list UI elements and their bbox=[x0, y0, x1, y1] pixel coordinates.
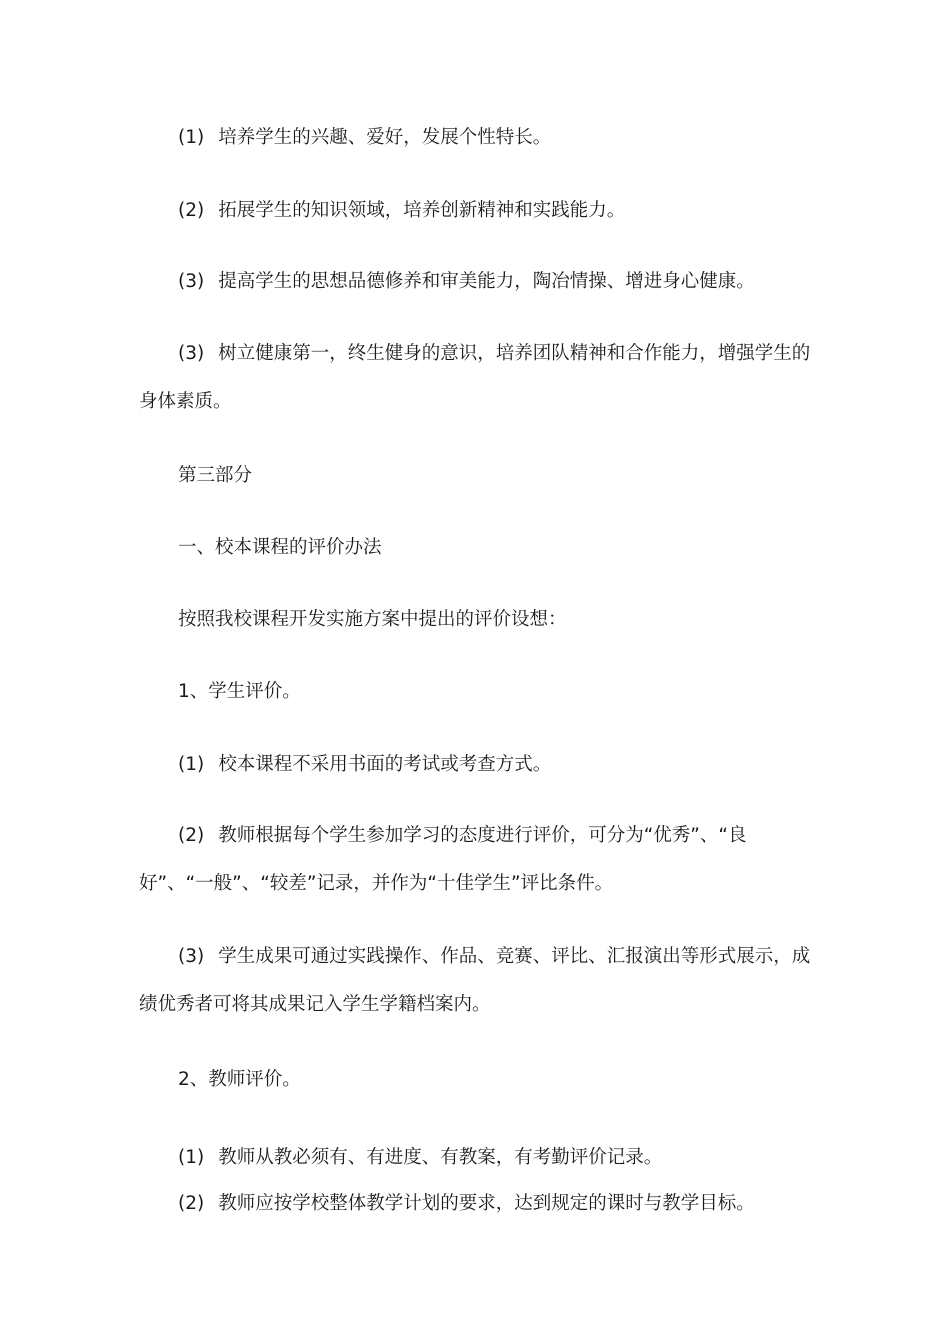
paragraph-teacher-eval-2 bbox=[139, 1180, 811, 1228]
item-number: (1) bbox=[178, 127, 205, 148]
paragraph-text: 教师从教必须有、有进度、有教案，有考勤评价记录。 bbox=[218, 1147, 663, 1168]
paragraph-text: 拓展学生的知识领域，培养创新精神和实践能力。 bbox=[218, 200, 626, 221]
subheading-student-evaluation bbox=[139, 668, 811, 716]
paragraph-text: 提高学生的思想品德修养和审美能力，陶冶情操、增进身心健康。 bbox=[218, 271, 755, 292]
item-number: (2) bbox=[178, 200, 205, 221]
paragraph-student-eval-1 bbox=[139, 741, 811, 789]
paragraph-text: 树立健康第一，终生健身的意识，培养团队精神和合作能力，增强学生的身体素质。 bbox=[139, 343, 811, 412]
paragraph-student-eval-3 bbox=[139, 933, 811, 1029]
heading-text: 第三部分 bbox=[178, 465, 253, 486]
paragraph-teacher-eval-1 bbox=[139, 1134, 811, 1182]
section-heading-evaluation bbox=[139, 524, 811, 572]
paragraph-text: 校本课程不采用书面的考试或考查方式。 bbox=[218, 754, 552, 775]
paragraph-goal-3 bbox=[139, 258, 811, 306]
heading-text: 一、校本课程的评价办法 bbox=[178, 537, 382, 558]
item-number: (3) bbox=[178, 343, 205, 364]
paragraph-text: 教师根据每个学生参加学习的态度进行评价，可分为“优秀”、“良好”、“一般”、“较差”记录，并作为“十佳学生”评比条件。 bbox=[139, 825, 747, 894]
item-number: (2) bbox=[178, 825, 205, 846]
item-number: (2) bbox=[178, 1193, 205, 1214]
item-number: (1) bbox=[178, 1147, 205, 1168]
heading-text: 2、教师评价。 bbox=[178, 1069, 301, 1090]
paragraph-goal-2 bbox=[139, 187, 811, 235]
paragraph-text: 学生成果可通过实践操作、作品、竞赛、评比、汇报演出等形式展示，成绩优秀者可将其成果记入学生学籍档案内。 bbox=[139, 946, 811, 1015]
paragraph-text: 培养学生的兴趣、爱好，发展个性特长。 bbox=[218, 127, 552, 148]
heading-text: 1、学生评价。 bbox=[178, 681, 301, 702]
paragraph-text: 教师应按学校整体教学计划的要求，达到规定的课时与教学目标。 bbox=[218, 1193, 755, 1214]
subheading-teacher-evaluation bbox=[139, 1056, 811, 1104]
paragraph-text: 按照我校课程开发实施方案中提出的评价设想： bbox=[178, 609, 567, 630]
item-number: (3) bbox=[178, 946, 205, 967]
item-number: (1) bbox=[178, 754, 205, 775]
paragraph-student-eval-2 bbox=[139, 812, 811, 908]
item-number: (3) bbox=[178, 271, 205, 292]
paragraph-goal-1 bbox=[139, 114, 811, 162]
paragraph-goal-4 bbox=[139, 330, 811, 426]
paragraph-evaluation-intro bbox=[139, 596, 811, 644]
section-heading-part-three bbox=[139, 452, 811, 500]
